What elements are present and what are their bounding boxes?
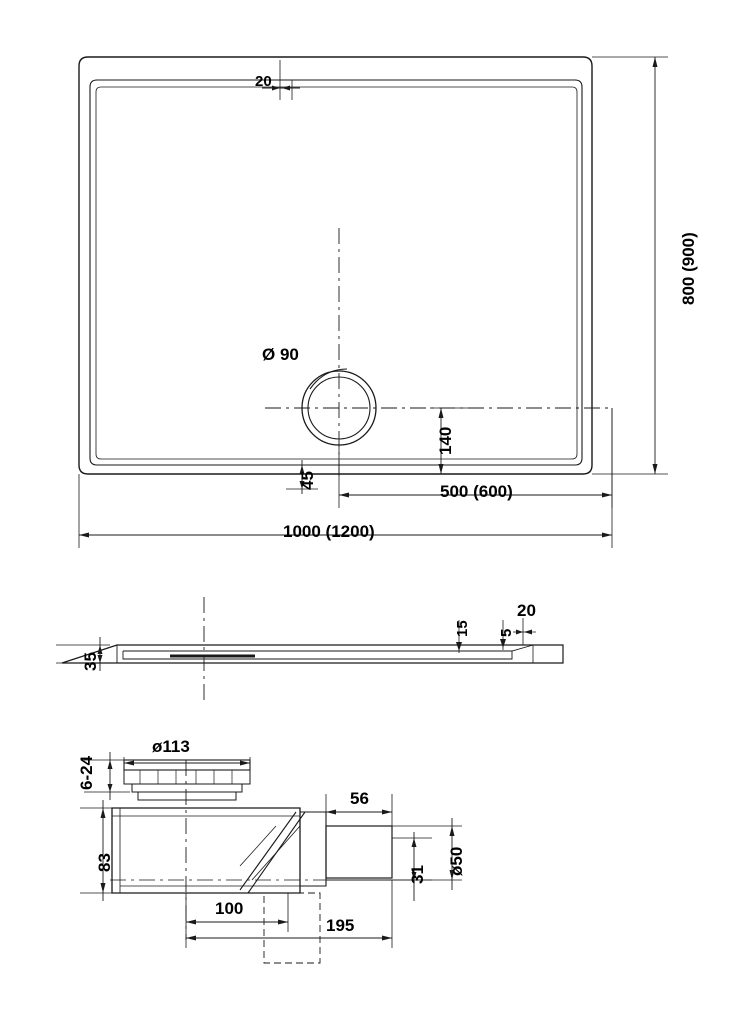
trap-lower-outlet-ghost [264,893,320,963]
label-outlet-height: 31 [408,865,427,884]
arrow-width-right [602,533,612,538]
trap-cover-skirt [124,770,250,784]
label-outlet-length: 56 [350,789,369,808]
trap-outlet-neck [300,812,326,886]
side-inner-top [123,645,533,651]
arrow-50-top [450,826,455,836]
label-tray-height: 800 (900) [679,232,698,305]
trap-baffle-3 [252,826,300,880]
arrow-6-24-bottom [108,784,113,792]
arrow-5 [500,639,506,648]
arrow-195-right [382,936,392,941]
tray-inner-rim [90,80,582,465]
arrow-140-top [439,408,444,418]
tray-outline [79,57,592,474]
arrow-rim-left [272,86,280,91]
arrow-83-top [101,808,106,818]
label-body-height: 83 [95,853,114,872]
label-drain-from-right: 500 (600) [440,482,513,501]
trap-seal-ring [132,784,242,792]
trap-baffle-1 [240,812,296,890]
arrow-83-bottom [101,883,106,893]
side-profile-outline [62,645,563,663]
label-adjust-range: 6-24 [77,755,96,790]
arrow-113-right [240,761,250,766]
arrow-56-right [382,810,392,815]
arrow-100-right [278,920,288,925]
trap-cover-plate [124,760,250,770]
label-slope-left: 15 [454,620,471,637]
label-rim-thickness: 20 [255,73,272,90]
label-slope-mid: 5 [498,628,515,637]
arrow-100-left [186,920,196,925]
trap-outlet-pipe [326,826,392,878]
arrow-31-top [412,838,417,847]
label-cover-diameter: ø113 [152,737,190,756]
arrow-20-side-left [516,630,523,635]
trap-flange [138,792,236,800]
arrow-195-left [186,936,196,941]
arrow-6-24-top [108,760,113,769]
arrow-width-left [79,533,89,538]
label-drain-from-bottom: 140 [436,426,455,455]
label-total-length: 195 [326,916,355,935]
label-side-height: 35 [81,652,100,671]
arrow-height-top [653,57,658,67]
label-side-rim: 20 [517,601,536,620]
label-drain-diameter: Ø 90 [262,345,299,364]
label-outlet-diameter: ø50 [447,846,466,876]
label-drain-offset: 45 [298,471,317,490]
tray-basin-edge [96,87,577,459]
label-tray-width: 1000 (1200) [283,522,375,541]
arrow-height-bottom [653,464,658,474]
arrow-15 [456,642,462,651]
arrow-rim-right [282,86,290,91]
arrow-500-left [339,493,349,498]
label-inner-width: 100 [215,899,244,918]
arrow-56-left [326,810,336,815]
arrow-500-right [602,493,612,498]
arrow-113-left [124,761,134,766]
arrow-20-side-right [524,630,532,635]
arrow-140-bottom [439,464,444,474]
